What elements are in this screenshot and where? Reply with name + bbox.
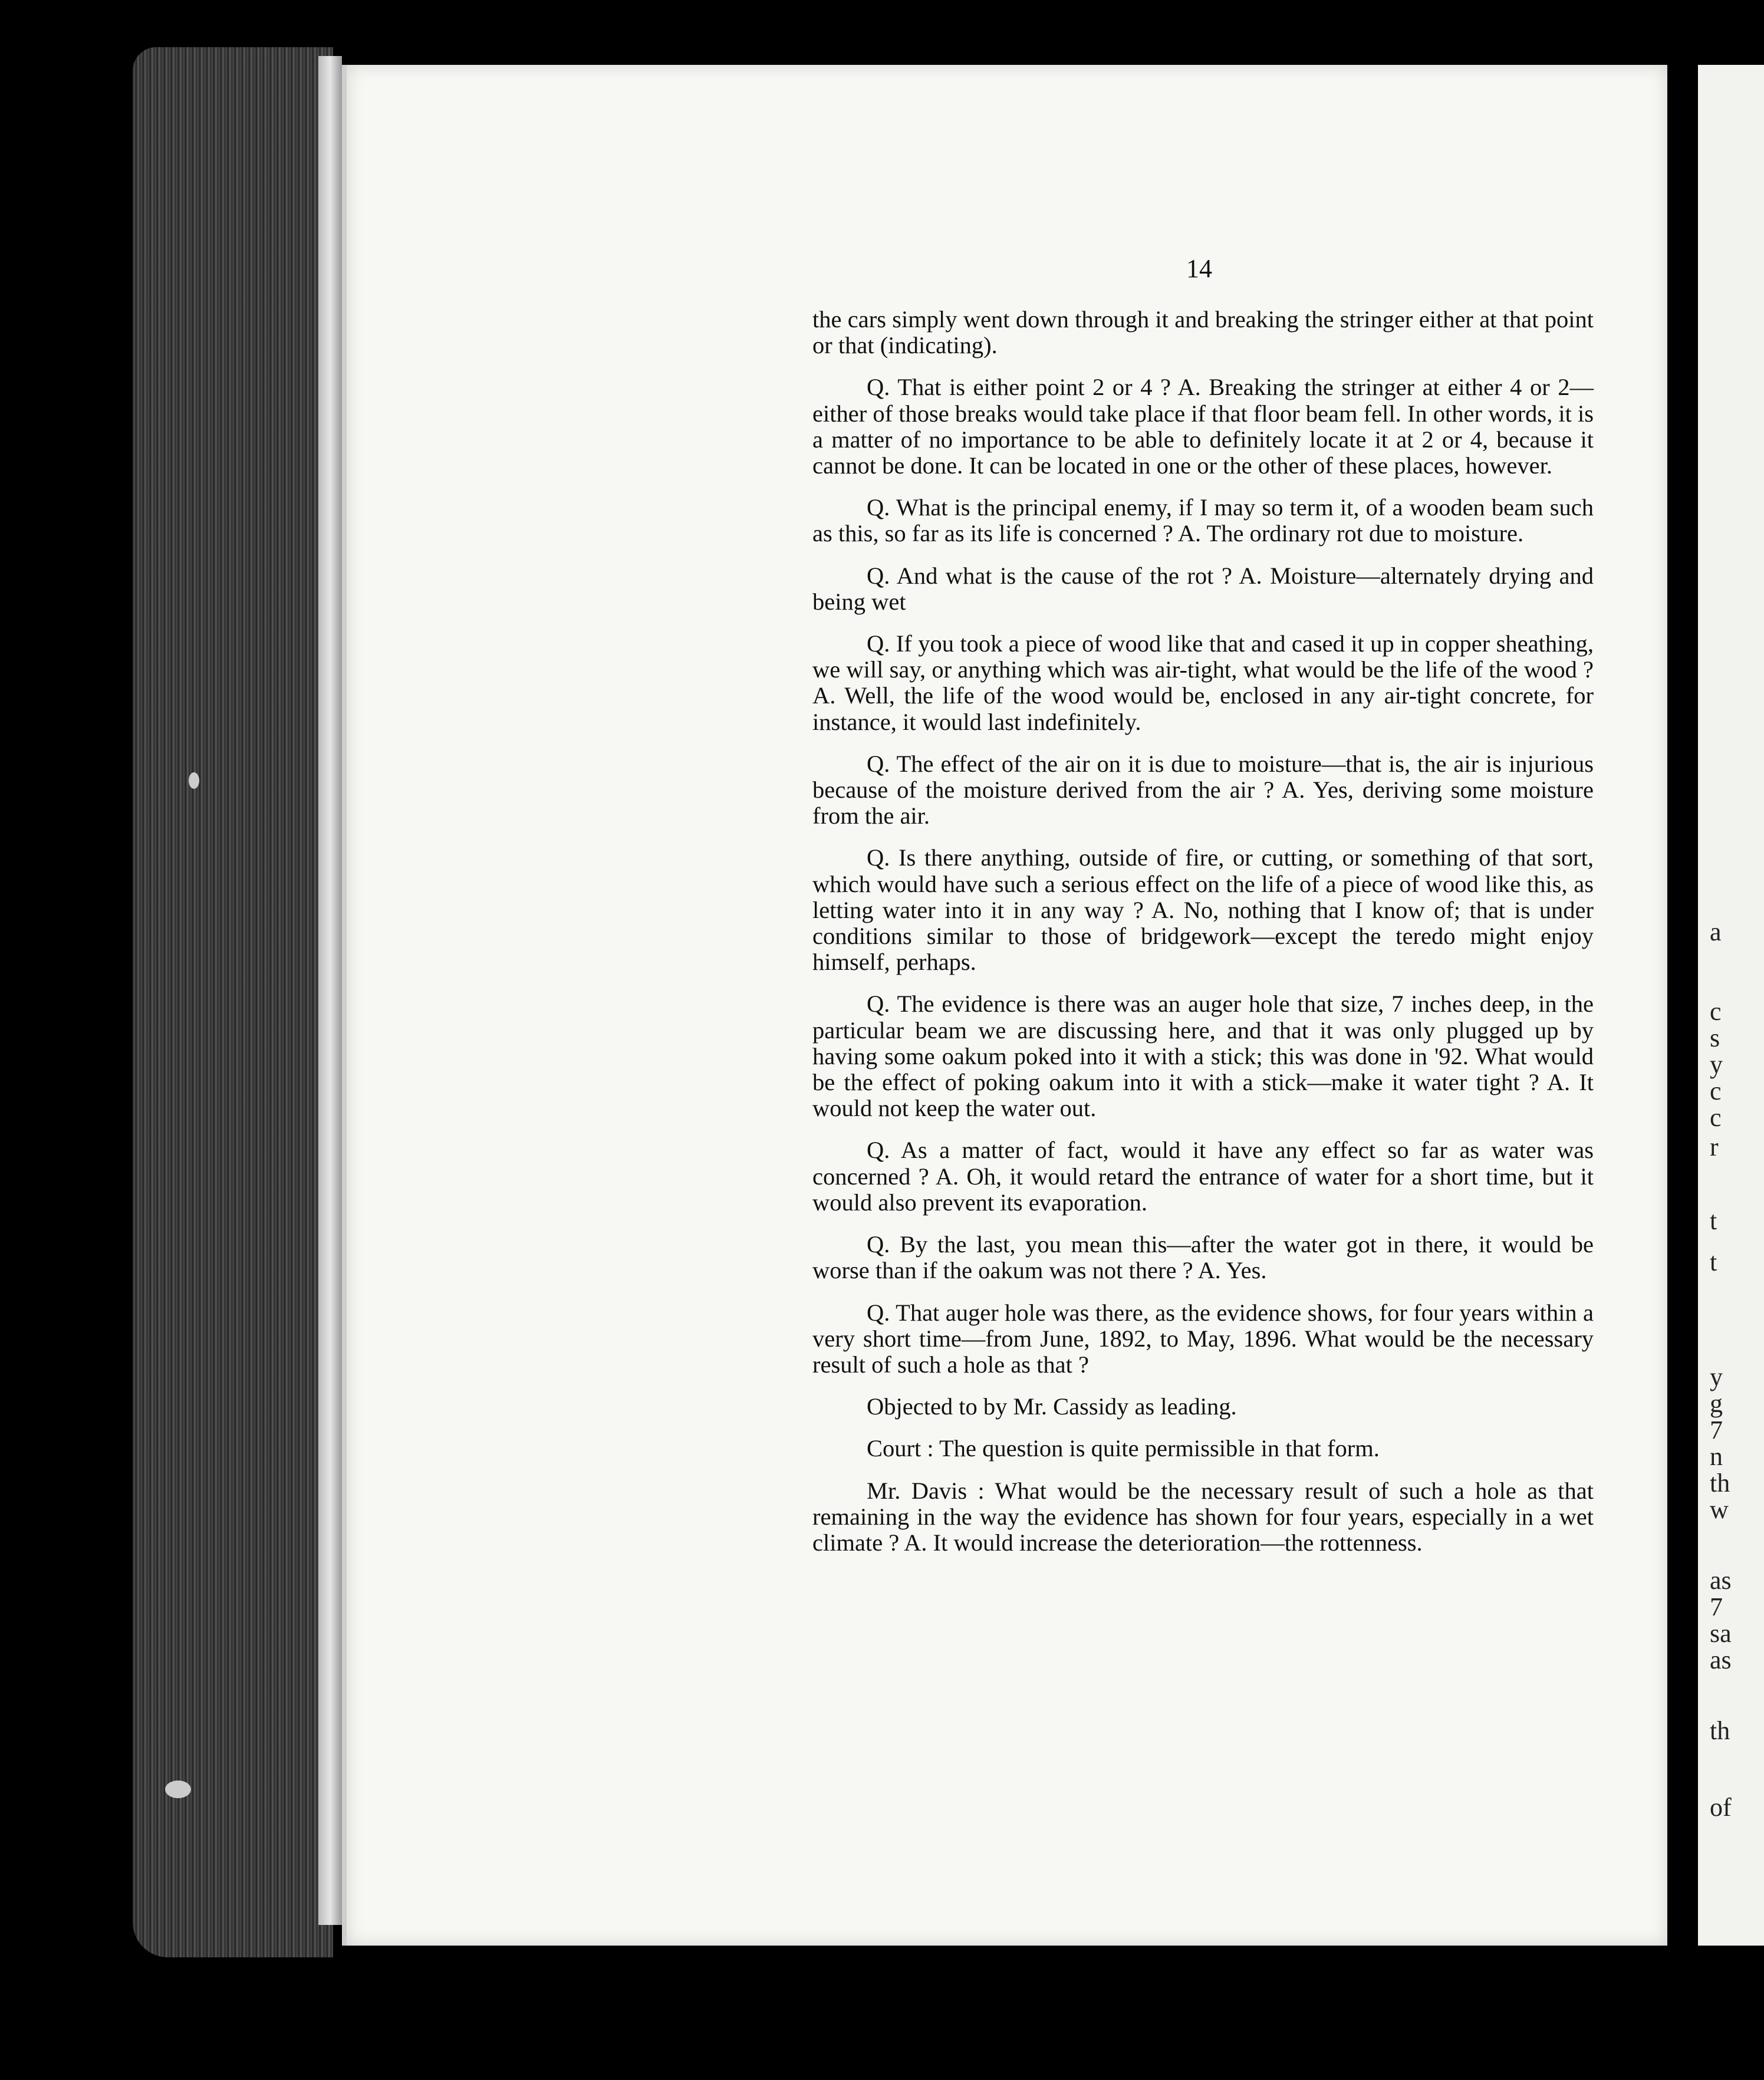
adjacent-page-fragment: c bbox=[1710, 1077, 1722, 1105]
paragraph: Q. As a matter of fact, would it have any effect so far as water was concerned ? A. Oh, it would retard the entrance of water for a short time, but it would also prevent its evaporation. bbox=[812, 1137, 1594, 1216]
adjacent-page-fragment: 7 bbox=[1710, 1592, 1723, 1621]
adjacent-page-fragment: g bbox=[1710, 1389, 1723, 1418]
paragraph: Q. That is either point 2 or 4 ? A. Breaking the stringer at either 4 or 2—either of those breaks would take place if that floor beam fell. In other words, it is a matter of no importance to be able to definitely locate it at 2 or 4, because it cannot be done. It can be located in one or the other of these places, however. bbox=[812, 374, 1594, 479]
paragraph: Objected to by Mr. Cassidy as leading. bbox=[867, 1393, 1237, 1420]
adjacent-page-fragment: th bbox=[1710, 1716, 1730, 1745]
adjacent-page-fragment: c bbox=[1710, 1103, 1722, 1132]
paragraph: Q. By the last, you mean this—after the water got in there, it would be worse than if the oakum was not there ? A. Yes. bbox=[812, 1231, 1594, 1284]
adjacent-page-fragment: w bbox=[1710, 1495, 1729, 1524]
book-edge bbox=[133, 47, 333, 1957]
paragraph: Q. Is there anything, outside of fire, or cutting, or something of that sort, which would have such a serious effect on the life of a piece of wood like this, as letting water into it in any way ? A. No, nothing that I know of; that is under conditions similar to those of bridgework—except the teredo might enjoy himself, perhaps. bbox=[812, 844, 1594, 976]
adjacent-page-fragment: c bbox=[1710, 997, 1722, 1026]
adjacent-page-fragment: of bbox=[1710, 1793, 1732, 1822]
adjacent-page-fragment: a bbox=[1710, 917, 1722, 946]
adjacent-page-fragment: s bbox=[1710, 1023, 1720, 1052]
paragraph: Q. The evidence is there was an auger hole that size, 7 inches deep, in the particular beam we are discussing here, and that it was only plugged up by having some oakum poked into it with a stick; this was done in '92. What would be the effect of poking oakum into it with a stick—make it water tight ? A. It would not keep the water out. bbox=[812, 990, 1594, 1122]
adjacent-page-fragment: t bbox=[1710, 1248, 1717, 1276]
paragraph: Court : The question is quite permissible in that form. bbox=[867, 1435, 1380, 1462]
adjacent-page-fragment: th bbox=[1710, 1469, 1730, 1498]
paragraph: Q. If you took a piece of wood like that and cased it up in copper sheathing, we will say, or anything which was air-tight, what would be the life of the wood ? A. Well, the life of the wood would be, enclosed in any air-tight concrete, for instance, it would last indefinitely. bbox=[812, 630, 1594, 735]
paper-speck bbox=[189, 772, 199, 789]
paragraph: Q. What is the principal enemy, if I may so term it, of a wooden beam such as this, so far as its life is concerned ? A. The ordinary rot due to moisture. bbox=[812, 494, 1594, 547]
adjacent-page-fragment: sa bbox=[1710, 1619, 1732, 1648]
adjacent-page-fragment: t bbox=[1710, 1206, 1717, 1235]
adjacent-page-fragment: as bbox=[1710, 1566, 1732, 1595]
adjacent-page-fragment: y bbox=[1710, 1050, 1723, 1079]
adjacent-page-fragment: r bbox=[1710, 1133, 1719, 1161]
page-stack-edge bbox=[318, 56, 342, 1925]
paragraph: Q. And what is the cause of the rot ? A. Moisture—alternately drying and being wet bbox=[812, 562, 1594, 615]
paragraph: Q. The effect of the air on it is due to moisture—that is, the air is injurious because of the moisture derived from the air ? A. Yes, deriving some moisture from the air. bbox=[812, 750, 1594, 830]
body-text bbox=[812, 307, 1594, 1572]
adjacent-page-fragment: as bbox=[1710, 1645, 1732, 1674]
page-number: 14 bbox=[1186, 254, 1212, 283]
adjacent-page-fragment: n bbox=[1710, 1442, 1723, 1471]
paragraph: the cars simply went down through it and breaking the stringer either at that point or that (indicating). bbox=[812, 306, 1594, 359]
adjacent-page-fragment: y bbox=[1710, 1362, 1723, 1391]
paragraph: Q. That auger hole was there, as the evidence shows, for four years within a very short time—from June, 1892, to May, 1896. What would be the necessary result of such a hole as that ? bbox=[812, 1299, 1594, 1378]
paragraph: Mr. Davis : What would be the necessary result of such a hole as that remaining in the way the evidence has shown for four years, especially in a wet climate ? A. It would increase the deterioration—the rottenness. bbox=[812, 1477, 1594, 1556]
adjacent-page bbox=[1698, 65, 1764, 1946]
adjacent-page-fragment: 7 bbox=[1710, 1416, 1723, 1444]
paper-speck bbox=[165, 1780, 191, 1798]
